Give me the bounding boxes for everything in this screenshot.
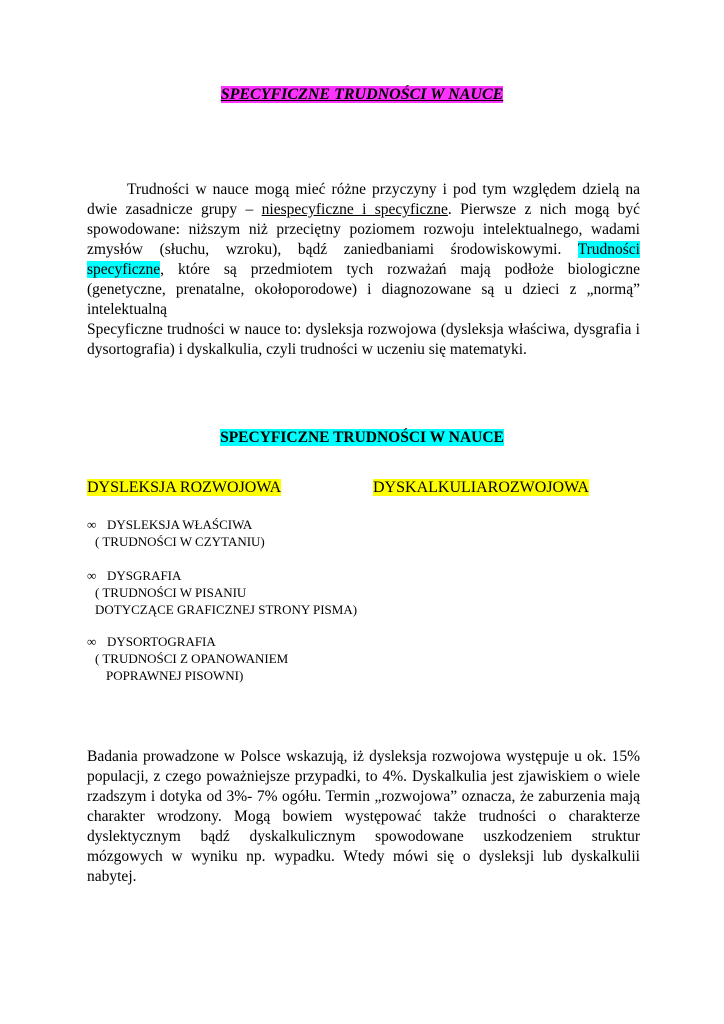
list-item-name: DYSORTOGRAFIA (107, 634, 216, 649)
list-item-name: DYSGRAFIA (107, 568, 182, 583)
second-title-text: SPECYFICZNE TRUDNOŚCI W NAUCE (220, 429, 504, 446)
category-dyscalculia-label: DYSKALKULIAROZWOJOWA (373, 479, 589, 496)
intro-paragraph (87, 180, 640, 360)
intro-text-e: , które są przedmiotem tych rozważań mają podłoże biologiczne (genetyczne, prenatalne, okołoporodowe) i diagnozowane są u dzieci z „normą” intelektualną (87, 261, 640, 318)
list-item (87, 516, 265, 550)
intro-text-a: Trudności w nauce mogą mieć różne przyczyny i pod tym względem dzielą na dwie zasadnicze grupy – (87, 181, 640, 218)
intro-highlight-specific: Trudności specyficzne (87, 241, 640, 278)
list-item-desc: ( TRUDNOŚCI W CZYTANIU) (95, 534, 265, 549)
infinity-bullet-icon: ∞ (87, 568, 97, 583)
list-item-desc: ( TRUDNOŚCI Z OPANOWANIEM (95, 651, 289, 666)
closing-paragraph (87, 747, 640, 887)
intro-definition: Specyficzne trudności w nauce to: dysleksja rozwojowa (dysleksja właściwa, dysgrafia i dysortografia) i dyskalkulia, czyli trudności w uczeniu się matematyki. (87, 321, 640, 358)
intro-text-c: . Pierwsze z nich mogą być spowodowane: niższym niż przeciętny poziomem rozwoju intelektualnego, wadami zmysłów (słuchu, wzroku), bądź zaniedbaniami środowiskowymi. (87, 201, 640, 258)
list-item-desc-continued: DOTYCZĄCE GRAFICZNEJ STRONY PISMA) (95, 602, 358, 617)
category-dyslexia (87, 478, 281, 498)
list-item-name: DYSLEKSJA WŁAŚCIWA (107, 517, 253, 532)
category-dyslexia-label: DYSLEKSJA ROZWOJOWA (87, 479, 282, 496)
main-title (0, 85, 724, 105)
list-item (87, 567, 357, 618)
list-item-desc-continued: POPRAWNEJ PISOWNI) (106, 668, 244, 683)
infinity-bullet-icon: ∞ (87, 517, 97, 532)
closing-text: Badania prowadzone w Polsce wskazują, iż dysleksja rozwojowa występuje u ok. 15% populacji, z czego poważniejsze przypadki, to 4%. Dyskalkulia jest zjawiskiem o wiele rzadszym i dotyka od 3%- 7% ogółu. Termin „rozwojowa” oznacza, że zaburzenia mają charakter wrodzony. Mogą bowiem występować także trudności o charakterze dyslektycznym bądź dyskalkulicznym spowodowane uszkodzeniem struktur mózgowych w wyniku np. wypadku. Wtedy mówi się o dysleksji lub dyskalkulii nabytej. (87, 748, 640, 885)
list-item (87, 633, 288, 684)
intro-underlined-groups: niespecyficzne i specyficzne (261, 201, 448, 218)
infinity-bullet-icon: ∞ (87, 634, 97, 649)
second-title (0, 428, 724, 448)
category-dyscalculia (373, 478, 589, 498)
list-item-desc: ( TRUDNOŚCI W PISANIU (95, 585, 247, 600)
main-title-text: SPECYFICZNE TRUDNOŚCI W NAUCE (220, 86, 504, 103)
